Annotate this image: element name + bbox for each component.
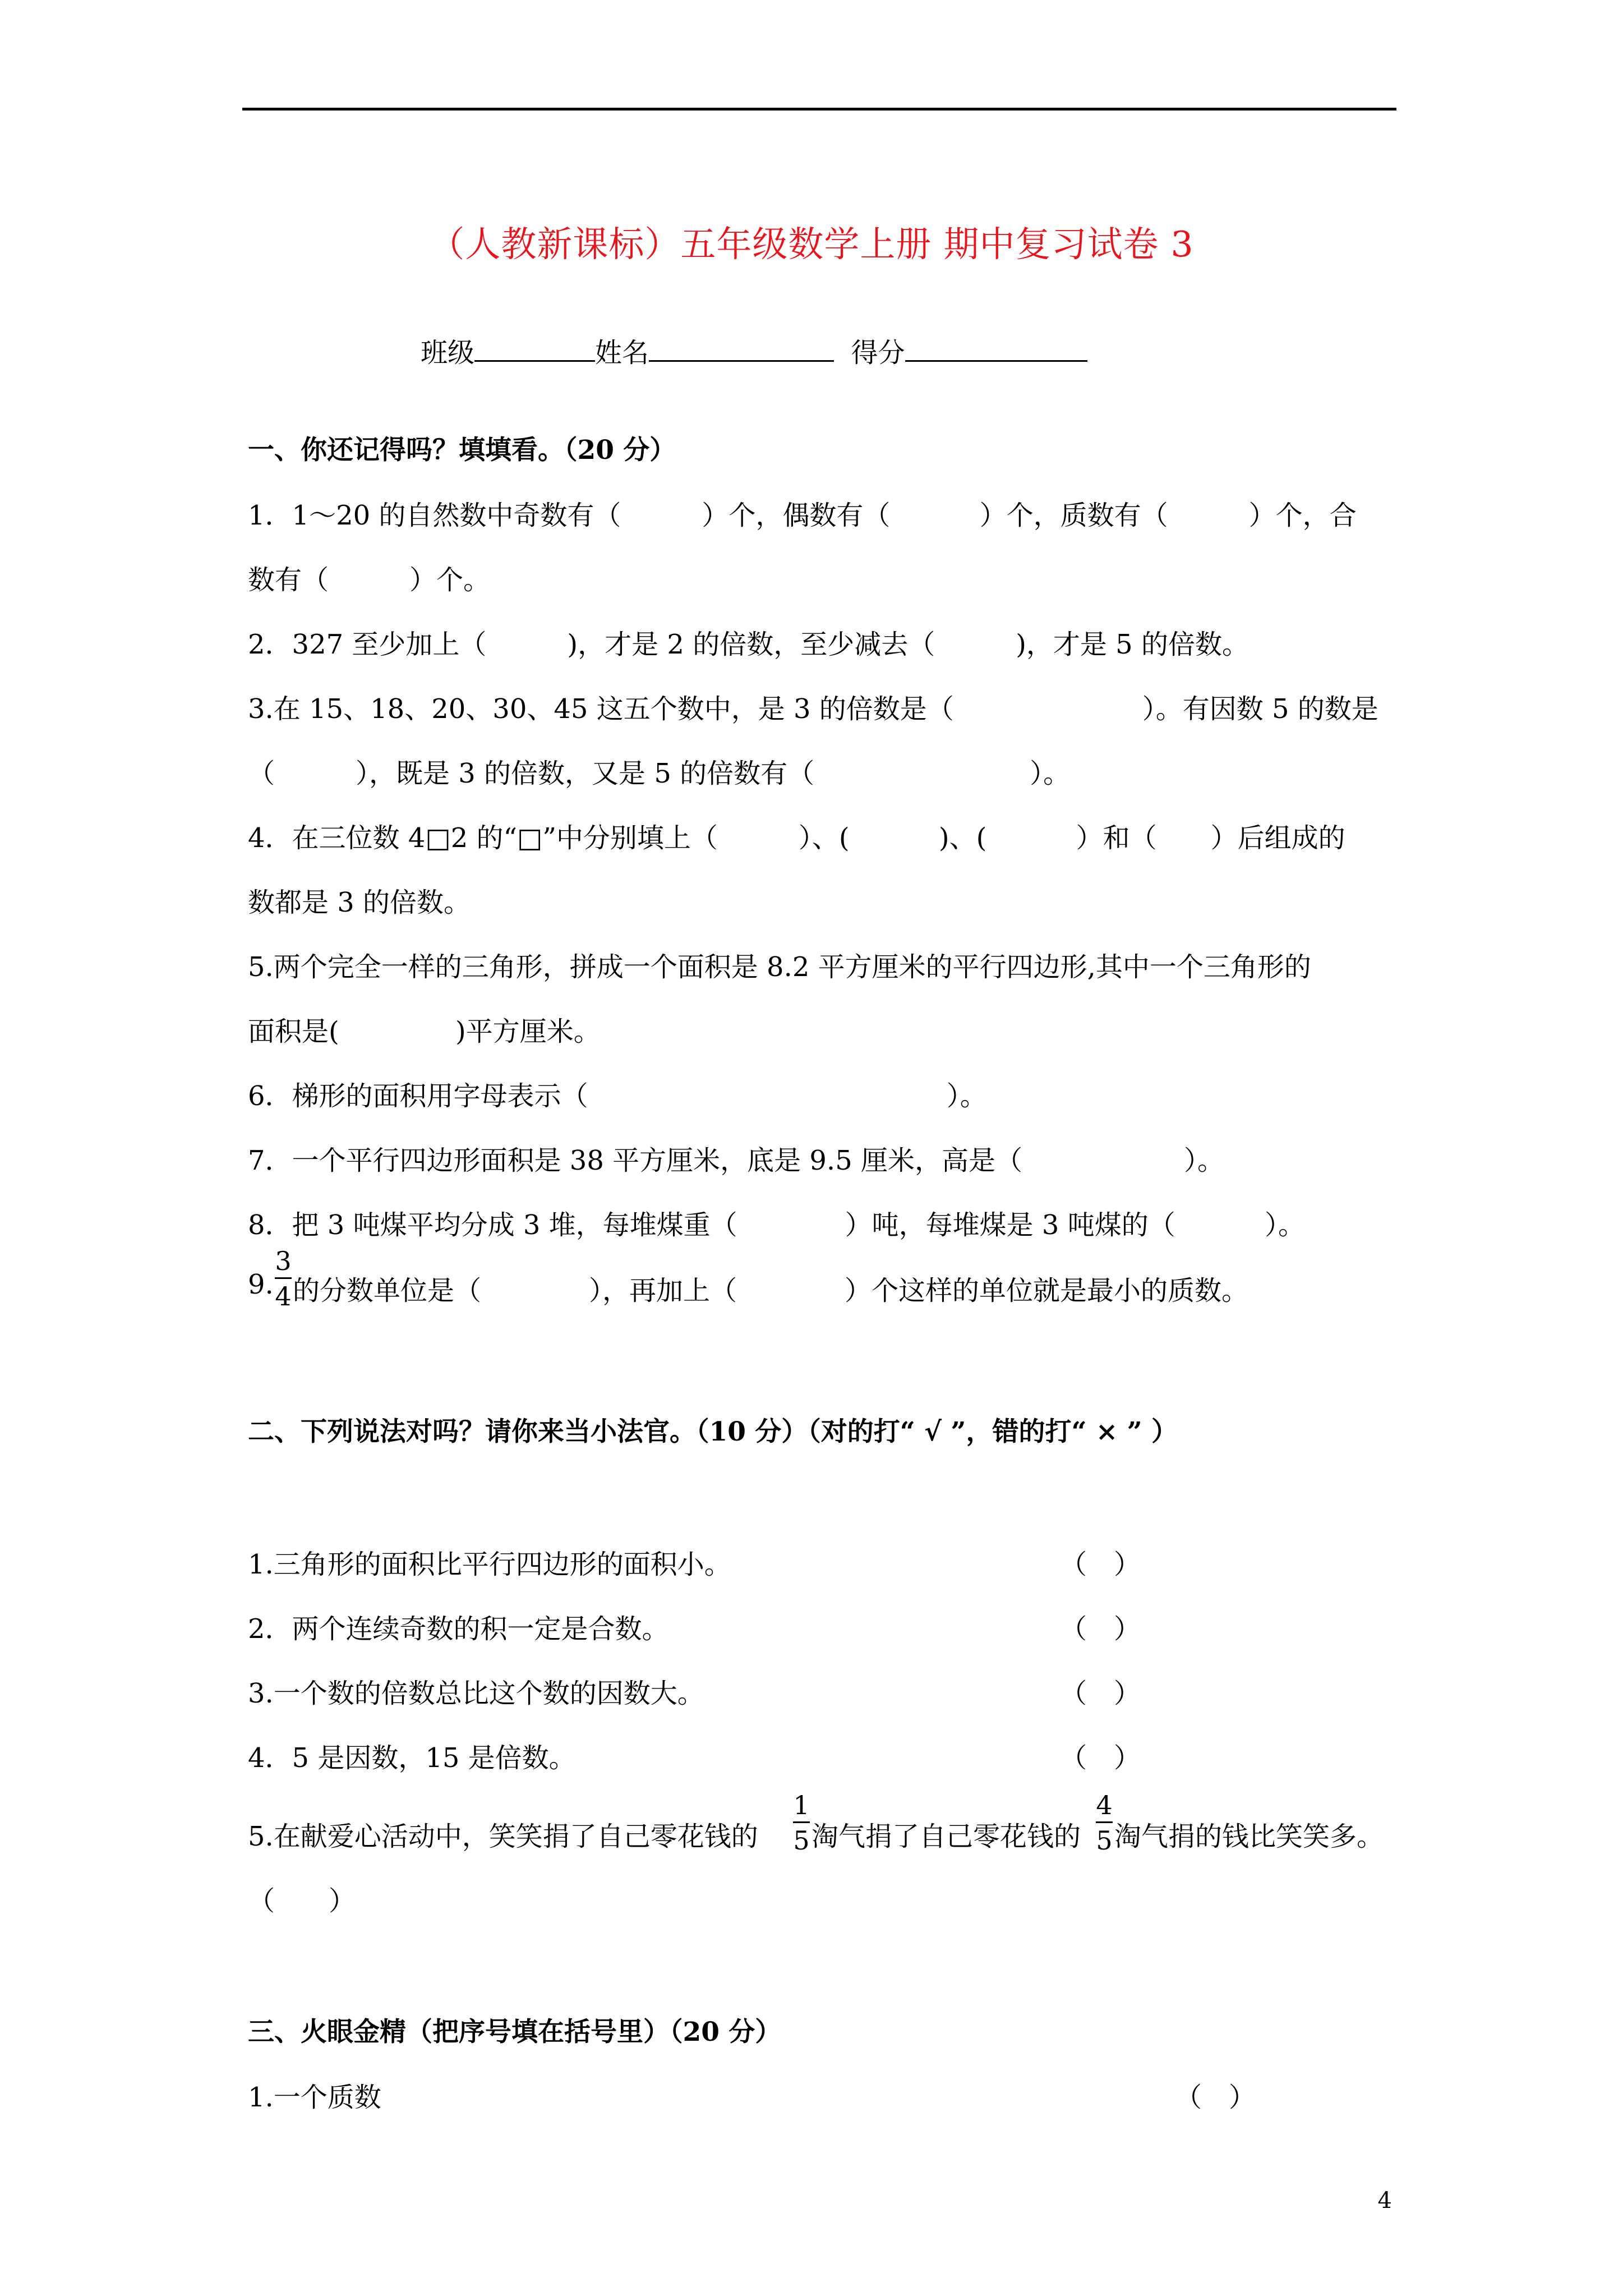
s3-item-1: 1.一个质数 — [248, 2082, 381, 2113]
section3-heading: 三、火眼金精（把序号填在括号里）（20 分） — [248, 2017, 782, 2047]
s1-line-10: 6．梯形的面积用字母表示（ ）。 — [248, 1080, 987, 1112]
name-label: 姓名 — [595, 337, 649, 369]
q5-fraction-1-bar — [793, 1821, 810, 1823]
s1-line-5: （ ），既是 3 的倍数，又是 5 的倍数有（ ）。 — [248, 758, 1071, 789]
s1-line-7: 数都是 3 的倍数。 — [248, 887, 471, 918]
student-info-line — [421, 331, 1087, 370]
s2-item-3-answer[interactable]: （ ） — [1060, 1678, 1141, 1709]
section1-heading: 一、你还记得吗？填填看。（20 分） — [248, 435, 676, 466]
s1-line-3: 2．327 至少加上（ )，才是 2 的倍数，至少减去（ )，才是 5 的倍数。 — [248, 629, 1249, 660]
q5-fraction-2 — [1096, 1790, 1113, 1856]
name-blank[interactable] — [649, 333, 834, 362]
q5-fraction-1-numerator: 1 — [793, 1790, 810, 1820]
s1-line-8: 5.两个完全一样的三角形，拼成一个面积是 8.2 平方厘米的平行四边形,其中一个三角形的 — [248, 951, 1311, 983]
s1-line-4: 3.在 15、18、20、30、45 这五个数中，是 3 的倍数是（ ）。有因数 5 的数是 — [248, 693, 1378, 725]
q5-fraction-2-bar — [1096, 1821, 1113, 1823]
q5-fraction-1-denominator: 5 — [793, 1825, 810, 1856]
q5-fraction-1 — [793, 1790, 810, 1856]
s1-line-2: 数有（ ）个。 — [248, 564, 491, 596]
s1-q9-prefix: 9. — [248, 1269, 274, 1300]
score-blank[interactable] — [905, 333, 1087, 362]
header-rule — [242, 108, 1396, 111]
s1-line-1: 1．1～20 的自然数中奇数有（ ）个，偶数有（ ）个，质数有（ ）个，合 — [248, 500, 1357, 531]
section2-heading: 二、下列说法对吗？请你来当小法官。（10 分）（对的打“ √ ”，错的打“ × ” ） — [248, 1416, 1178, 1447]
s2-item-4: 4．5 是因数，15 是倍数。 — [248, 1742, 576, 1774]
s1-line-12: 8．把 3 吨煤平均分成 3 堆，每堆煤重（ ）吨，每堆煤是 3 吨煤的（ ）。 — [248, 1209, 1305, 1241]
q9-fraction-numerator: 3 — [275, 1246, 292, 1276]
q5-fraction-2-denominator: 5 — [1096, 1825, 1113, 1856]
s1-line-9: 面积是( )平方厘米。 — [248, 1016, 601, 1047]
class-label: 班级 — [421, 337, 475, 369]
s2-item-4-answer[interactable]: （ ） — [1060, 1742, 1141, 1774]
s1-line-6: 4．在三位数 4□2 的“□”中分别填上（ ）、( )、( ）和（ ）后组成的 — [248, 822, 1345, 854]
s2-item-5-part3: 淘气捐的钱比笑笑多。 — [1114, 1821, 1384, 1852]
class-blank[interactable] — [474, 333, 595, 362]
s2-item-2-answer[interactable]: （ ） — [1060, 1613, 1141, 1645]
page-title: （人教新课标）五年级数学上册 期中复习试卷 3 — [429, 224, 1194, 265]
s2-item-1-answer[interactable]: （ ） — [1060, 1549, 1141, 1580]
s1-q9-text: 的分数单位是（ ），再加上（ ）个这样的单位就是最小的质数。 — [293, 1275, 1249, 1306]
s2-item-1: 1.三角形的面积比平行四边形的面积小。 — [248, 1549, 731, 1580]
q9-fraction — [275, 1246, 292, 1312]
s2-item-5-answer[interactable]: （ ） — [248, 1885, 356, 1917]
page-number: 4 — [1377, 2188, 1392, 2214]
s2-item-3: 3.一个数的倍数总比这个数的因数大。 — [248, 1678, 704, 1709]
s2-item-2: 2．两个连续奇数的积一定是合数。 — [248, 1613, 669, 1645]
q9-fraction-denominator: 4 — [275, 1281, 292, 1312]
s1-line-11: 7．一个平行四边形面积是 38 平方厘米，底是 9.5 厘米，高是（ ）。 — [248, 1145, 1224, 1176]
q5-fraction-2-numerator: 4 — [1096, 1790, 1113, 1820]
q9-fraction-bar — [275, 1277, 292, 1279]
s3-item-1-answer[interactable]: （ ） — [1175, 2082, 1256, 2113]
s2-item-5-part1: 5.在献爱心活动中，笑笑捐了自己零花钱的 — [248, 1821, 758, 1852]
s2-item-5-part2: 淘气捐了自己零花钱的 — [811, 1821, 1081, 1852]
score-label: 得分 — [851, 337, 905, 369]
